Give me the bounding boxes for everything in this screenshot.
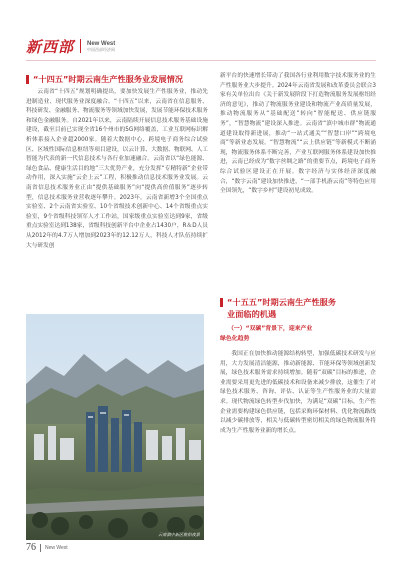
section2-title-line1: “十五五”时期云南生产性服务	[227, 297, 337, 307]
brand-english: New West	[87, 40, 116, 47]
masthead	[26, 36, 115, 56]
title-accent-mark	[220, 298, 223, 307]
brand-subtitle: 中国西部经济网	[87, 46, 116, 52]
right-column-continuation: 新平台的快速增长带动了我国各行业利用数字技术服务业的生产性服务业大步提升。2024年云南省发展和改革委员会联合3家有关单位出台《关于新发展阶段下打造物流服务发展枢纽经济的意见》，推动了物流服务业建设和物流产业高质量发展，推动物流服务从“基础配送”转向“智能配送、供应链服务”，“智慧物流”建设深入推进。云南省“滇中城市群”物流通道建设取得新进展，推动“一站式通关”“智慧口岸”“跨境电商”等新业态发展。“智慧物流”“云上供应链”等新模式不断涌现，物流服务体系不断完善，产业互联网服务体系建设加快推进，云南已经成为“数字丝绸之路”的重要节点，跨境电子商务综合试验区建设正在开展。数字经济与实体经济深度融合，“数字云南”建设加快推进，“一部手机游云南”等特色应用全国领先，“数字乡村”建设初见成效。	[220, 73, 376, 195]
photo-caption: 云南滇中新区航拍夜景	[158, 532, 200, 537]
section1-body: 云南省“十四五”规划明确提出，要加快发展生产性服务业，推动先进制造业、现代服务业深度融合。“十四五”以来，云南省在信息服务、科技研发、金融服务、物流服务等领域加快发展，发展节能环保技术服务和绿色金融服务。自2021年以来，云南陆续开展信息技术服务基础设施建设，截至目前已实现全省16个州市的5G网络覆盖，工业互联网标识解析体系接入企业超2000家。随着大数据中心、跨境电子商务综合试验区、区域性国际信息枢纽等项目建设，以云计算、大数据、物联网、人工智能为代表的新一代信息技术与各行业加速融合。云南省以“绿色能源、绿色食品、健康生活目的地”三大优势产业，充分发挥“专精特新”企业带动作用，深入实施“云企上云”工程，积极推动信息技术服务业发展。云南省信息技术服务业正由“提供基础服务”向“提供高价值服务”逐步转型，信息技术服务业营收逐年攀升。2023年，云南省新增3个全国重点实验室、2个云南省实验室、10个省级技术创新中心、14个省级重点实验室，9个省级科技领军人才工作站，国家级重点实验室达到9家，省级重点实验室达到138家，省级科技创新平台中企业占1430户，R＆D人员从2012年的4.7万人增加到2023年的12.12万人，科技人才队伍持续扩大与研发创	[26, 89, 208, 249]
logo-divider	[80, 39, 81, 53]
section1-title-bar	[26, 74, 206, 85]
city-photo-illustration	[26, 314, 204, 540]
subsection-heading-line2: 绿色化趋势	[220, 336, 250, 342]
section2-body: 我国正在加快推动能源结构转型，加强低碳技术研发与应用，大力发展清洁能源，推动新能源、节能环保等领域创新发展，绿色技术服务需求持续增加。随着“双碳”目标的推进，企业需要采用更先进的低碳技术和设备来减少排放，这催生了对绿色技术服务、咨询、评估、认证等生产性服务业的大量需求。现代物流绿色转型步伐加快，为满足“双碳”目标，生产性企业需要构建绿色供应链，包括采购环保材料、优化物流路线以减少碳排放等，相关与低碳转型密切相关的绿色物流服务将成为生产性服务业新的增长点。	[220, 351, 376, 434]
section2-title-line2: 业面临的机遇	[227, 309, 277, 319]
footer-brand: New West	[45, 544, 68, 551]
subsection-heading	[220, 324, 376, 344]
footer-divider	[40, 544, 41, 552]
subsection-heading-line1: （一）“双碳”背景下，迎来产业	[228, 326, 313, 332]
header-rule	[26, 60, 376, 61]
page-number: 76	[26, 542, 36, 553]
city-photo	[26, 314, 204, 540]
page-footer	[26, 542, 68, 553]
magazine-logo: 新西部	[26, 37, 75, 56]
section1-title: “十四五”时期云南生产性服务业发展情况	[33, 74, 183, 84]
section2-title-block	[220, 296, 376, 320]
brand-block	[87, 41, 115, 52]
title-accent-mark	[26, 75, 29, 84]
section2-title-row	[220, 296, 376, 308]
